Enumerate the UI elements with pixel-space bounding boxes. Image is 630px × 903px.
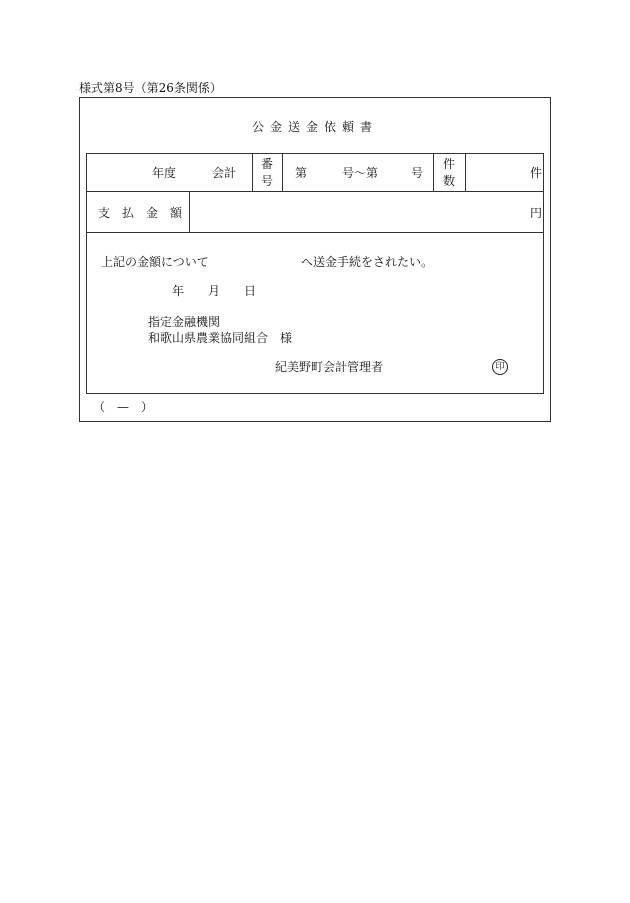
form-title: 公金送金依頼書 (251, 120, 378, 134)
payment-amount-label: 支 払 金 額 (98, 206, 183, 220)
row-divider-2 (86, 232, 544, 233)
col-divider-bango-right (282, 153, 283, 191)
footer-parenthesis: （ — ） (93, 400, 154, 414)
number-label-top: 番 (261, 157, 274, 171)
seal-mark: 印 (492, 359, 508, 375)
form-table (86, 153, 544, 394)
count-label-bottom: 数 (443, 174, 456, 188)
request-text-left: 上記の金額について (101, 255, 209, 269)
date-line: 年 月 日 (172, 284, 257, 298)
col-divider-bango-left (252, 153, 253, 191)
treasurer-title: 紀美野町会計管理者 (275, 360, 384, 374)
account-label: 会計 (212, 166, 237, 180)
request-text-right: へ送金手続をされたい。 (301, 255, 434, 269)
col-divider-kensu-left (433, 153, 434, 191)
form-id: 様式第8号（第26条関係） (79, 81, 222, 95)
number-label-bottom: 号 (261, 174, 274, 188)
col-divider-amount (189, 191, 190, 232)
number-to-label: 号〜第 (342, 166, 379, 180)
count-label-top: 件 (443, 157, 456, 171)
number-end-label: 号 (411, 166, 424, 180)
fiscal-year-label: 年度 (152, 166, 177, 180)
count-unit-label: 件 (530, 166, 543, 180)
col-divider-kensu-right (465, 153, 466, 191)
yen-unit-label: 円 (530, 206, 543, 220)
number-from-label: 第 (295, 166, 308, 180)
institution-name: 和歌山県農業協同組合 様 (148, 331, 293, 345)
institution-label: 指定金融機関 (148, 315, 221, 329)
row-divider-1 (86, 191, 544, 192)
